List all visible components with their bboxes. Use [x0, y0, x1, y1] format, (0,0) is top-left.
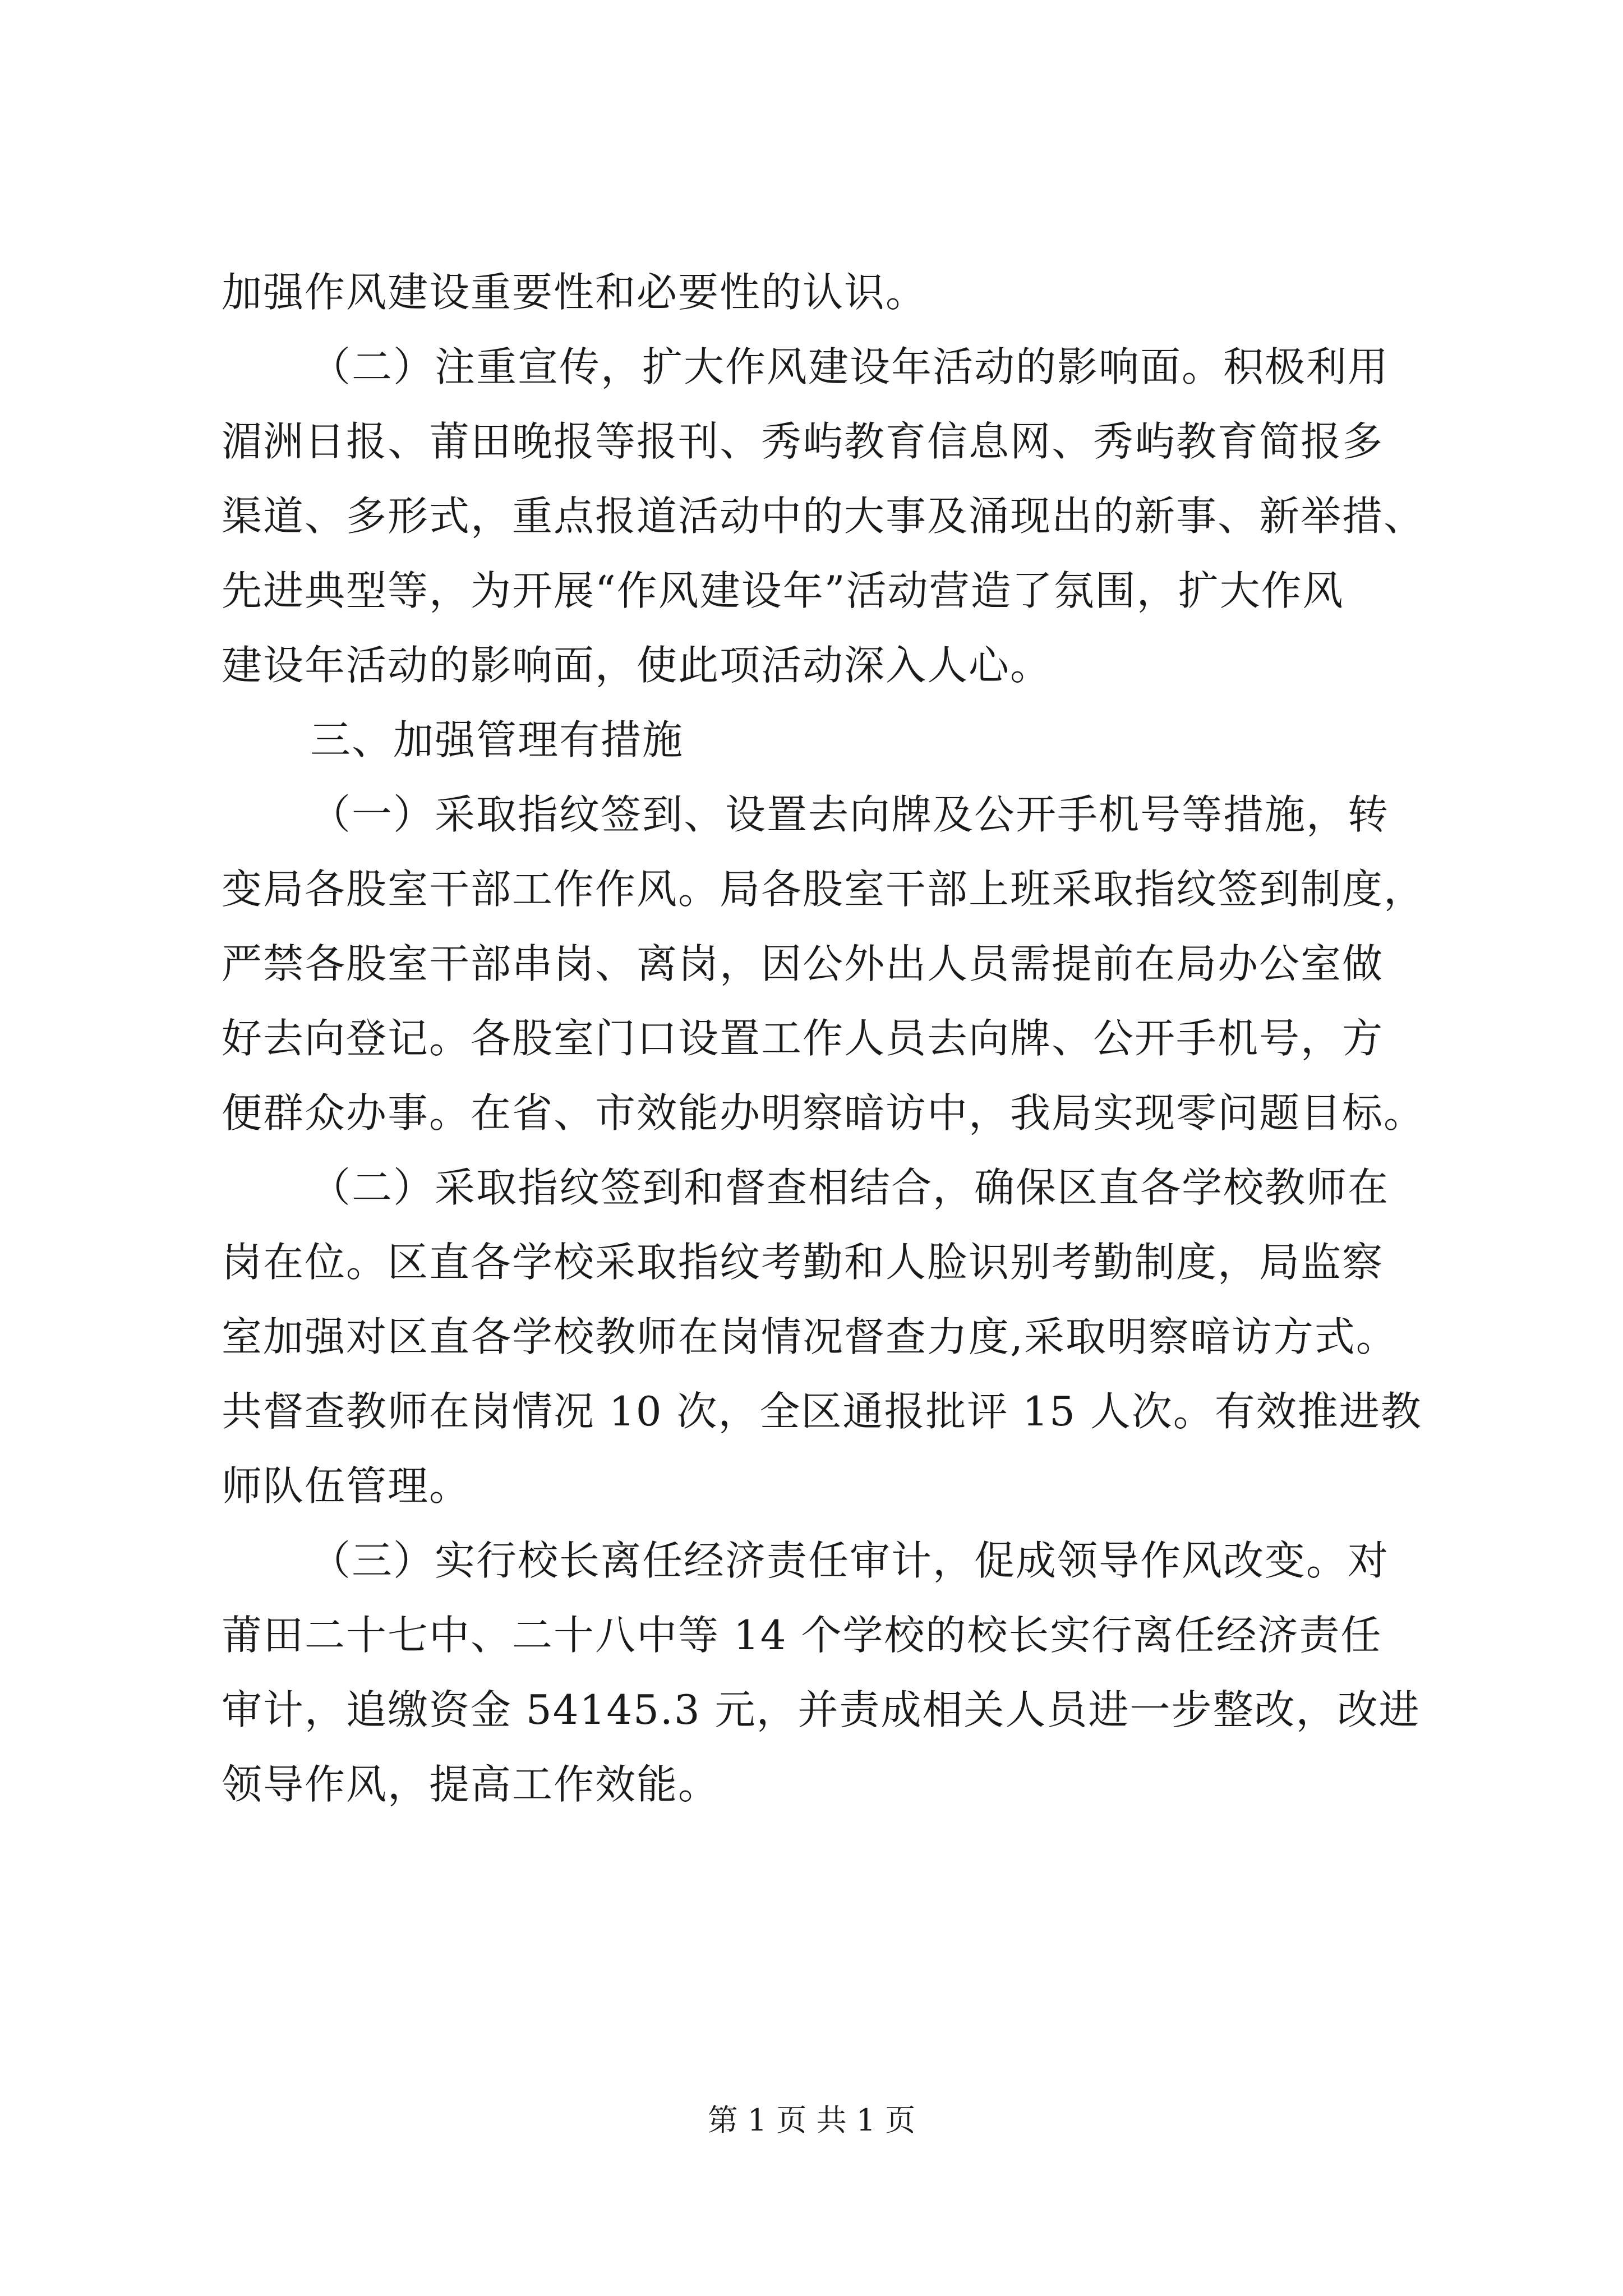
paragraph: [222, 255, 1416, 330]
text-line: 便群众办事。在省、市效能办明察暗访中，我局实现零问题目标。: [222, 1089, 1426, 1137]
text-line: 好去向登记。各股室门口设置工作人员去向牌、公开手机号，方: [222, 1015, 1384, 1062]
text-line: （二）注重宣传，扩大作风建设年活动的影响面。积极利用: [310, 343, 1390, 390]
text-line: 领导作风，提高工作效能。: [222, 1761, 720, 1808]
text-line: 建设年活动的影响面，使此项活动深入人心。: [222, 642, 1052, 689]
text-line: 湄洲日报、莆田晚报等报刊、秀屿教育信息网、秀屿教育简报多: [222, 418, 1384, 465]
text-line: 渠道、多形式，重点报道活动中的大事及涌现出的新事、新举措、: [222, 493, 1426, 540]
paragraph: [222, 1151, 1422, 1524]
page-footer: [0, 2101, 1623, 2140]
text-line: （二）采取指纹签到和督查相结合，确保区直各学校教师在: [310, 1164, 1390, 1211]
paragraph: [222, 777, 1426, 1151]
page-number-label: 第 1 页 共 1 页: [707, 2102, 916, 2138]
document-body: [222, 255, 1426, 1822]
text-line: （一）采取指纹签到、设置去向牌及公开手机号等措施，转: [310, 791, 1390, 838]
text-line: 变局各股室干部工作作风。局各股室干部上班采取指纹签到制度，: [222, 866, 1426, 913]
text-line: 先进典型等，为开展“作风建设年”活动营造了氛围，扩大作风: [222, 567, 1344, 614]
text-line: 室加强对区直各学校教师在岗情况督查力度,采取明察暗访方式。: [222, 1313, 1398, 1360]
paragraph: [222, 330, 1426, 703]
heading-line: 三、加强管理有措施: [310, 716, 684, 763]
section-heading: [222, 703, 1416, 777]
text-line: 审计，追缴资金 54145.3 元，并责成相关人员进一步整改，改进: [222, 1686, 1421, 1733]
text-line: （三）实行校长离任经济责任审计，促成领导作风改变。对: [310, 1537, 1390, 1584]
text-line: 莆田二十七中、二十八中等 14 个学校的校长实行离任经济责任: [222, 1612, 1382, 1659]
paragraph: [222, 1524, 1421, 1822]
text-line: 共督查教师在岗情况 10 次，全区通报批评 15 人次。有效推进教: [222, 1388, 1422, 1435]
text-line: 师队伍管理。: [222, 1462, 471, 1510]
text-line: 加强作风建设重要性和必要性的认识。: [222, 269, 928, 316]
text-line: 岗在位。区直各学校采取指纹考勤和人脸识别考勤制度，局监察: [222, 1239, 1384, 1286]
text-line: 严禁各股室干部串岗、离岗，因公外出人员需提前在局办公室做: [222, 940, 1384, 987]
